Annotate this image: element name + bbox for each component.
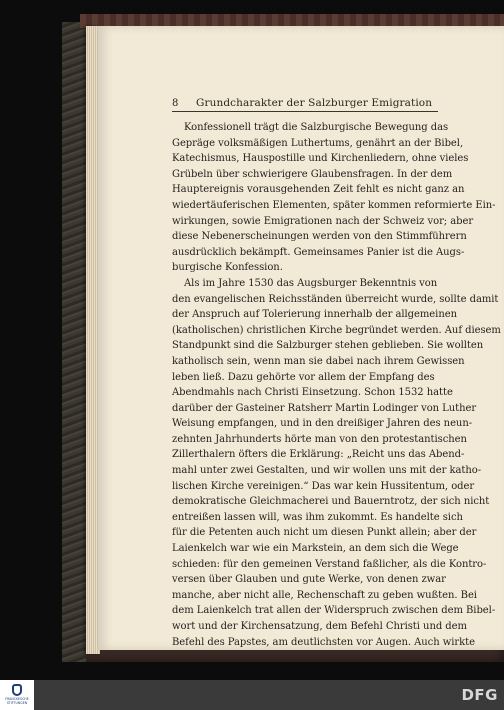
franckesche-stiftungen-emblem-icon	[12, 684, 22, 696]
text-line: entreißen lassen will, was ihm zukommt. Es handelte sich	[172, 511, 463, 523]
text-line: Weisung empfangen, und in den dreißiger Jahren des neun-	[172, 418, 473, 430]
text-line: mahl unter zwei Gestalten, und wir wollen uns mit der katho-	[172, 465, 482, 477]
text-line: (katholischen) christlichen Kirche begründet werden. Auf diesem	[172, 324, 501, 336]
text-line: Grübeln über schwierigere Glaubensfragen. In der dem	[172, 168, 453, 180]
viewer-footer-bar	[0, 680, 504, 710]
text-line: der Anspruch auf Tolerierung innerhalb der allgemeinen	[172, 309, 457, 321]
body-text	[172, 120, 501, 650]
text-line: für die Petenten auch nicht um diesen Punkt allein; aber der	[172, 527, 477, 539]
text-line: dem Laienkelch trat allen der Widerspruch zwischen dem Bibel-	[172, 605, 496, 617]
text-line: versen über Glauben und gute Werke, von denen zwar	[172, 574, 446, 586]
text-line: wirkungen, sowie Emigrationen nach der Schweiz vor; aber	[172, 215, 474, 227]
header-rule	[172, 111, 438, 112]
text-line: Abendmahls nach Christi Einsetzung. Schon 1532 hatte	[172, 387, 453, 399]
text-line: zehnten Jahrhunderts hörte man von den protestantischen	[172, 433, 467, 445]
text-line: leben ließ. Dazu gehörte vor allem der Empfang des	[172, 371, 435, 383]
text-line: wort und der Kirchensatzung, dem Befehl Christi und dem	[172, 621, 467, 632]
text-line: Standpunkt sind die Salzburger stehen geblieben. Sie wollten	[172, 340, 484, 352]
text-line: lischen Kirche vereinigen.“ Das war kein Hussitentum, oder	[172, 480, 475, 492]
franckesche-stiftungen-logo[interactable]	[0, 680, 34, 710]
text-line: wiedertäuferischen Elementen, später kommen reformierte Ein-	[172, 199, 496, 211]
text-line: demokratische Gleichmacherei und Bauerntrotz, der sich nicht	[172, 496, 490, 508]
text-line: Gepräge volksmäßigen Luthertums, genährt an der Bibel,	[172, 137, 464, 149]
text-line: Als im Jahre 1530 das Augsburger Bekenntnis von	[184, 277, 438, 289]
text-line: katholisch sein, wenn man sie dabei nach ihrem Gewissen	[172, 355, 465, 367]
text-line: Konfessionell trägt die Salzburgische Bewegung das	[184, 122, 449, 133]
running-head: Grundcharakter der Salzburger Emigration	[196, 97, 433, 109]
text-line: manche, aber nicht alle, Rechenschaft zu geben wußten. Bei	[172, 589, 477, 601]
text-line: Befehl des Papstes, am deutlichsten vor Augen. Auch wirkte	[172, 636, 475, 648]
text-line: Katechismus, Hauspostille und Kirchenliedern, ohne vieles	[172, 153, 469, 165]
text-line: den evangelischen Reichsständen überreicht wurde, sollte damit	[172, 293, 499, 305]
text-line: diese Nebenerscheinungen werden von den Stimmführern	[172, 231, 467, 243]
text-line: burgische Konfession.	[172, 262, 283, 274]
text-line: Hauptereignis vorausgehenden Zeit fehlt es nicht ganz an	[172, 184, 465, 196]
text-line: Zillerthalern öfters die Erklärung: „Reicht uns das Abend-	[172, 449, 465, 461]
text-line: schieden: für den gemeinen Verstand faßlicher, als die Kontro-	[172, 558, 487, 570]
text-line: Laienkelch war wie ein Markstein, an dem sich die Wege	[172, 543, 459, 555]
text-line: darüber der Gasteiner Ratsherr Martin Lodinger von Luther	[172, 402, 477, 414]
text-line: ausdrücklich bekämpft. Gemeinsames Panier ist die Augs-	[172, 246, 465, 258]
logo-text: FRANCKESCHE STIFTUNGEN	[5, 697, 29, 705]
page-number: 8	[172, 98, 179, 109]
dfg-logo[interactable]: DFG	[461, 686, 498, 704]
